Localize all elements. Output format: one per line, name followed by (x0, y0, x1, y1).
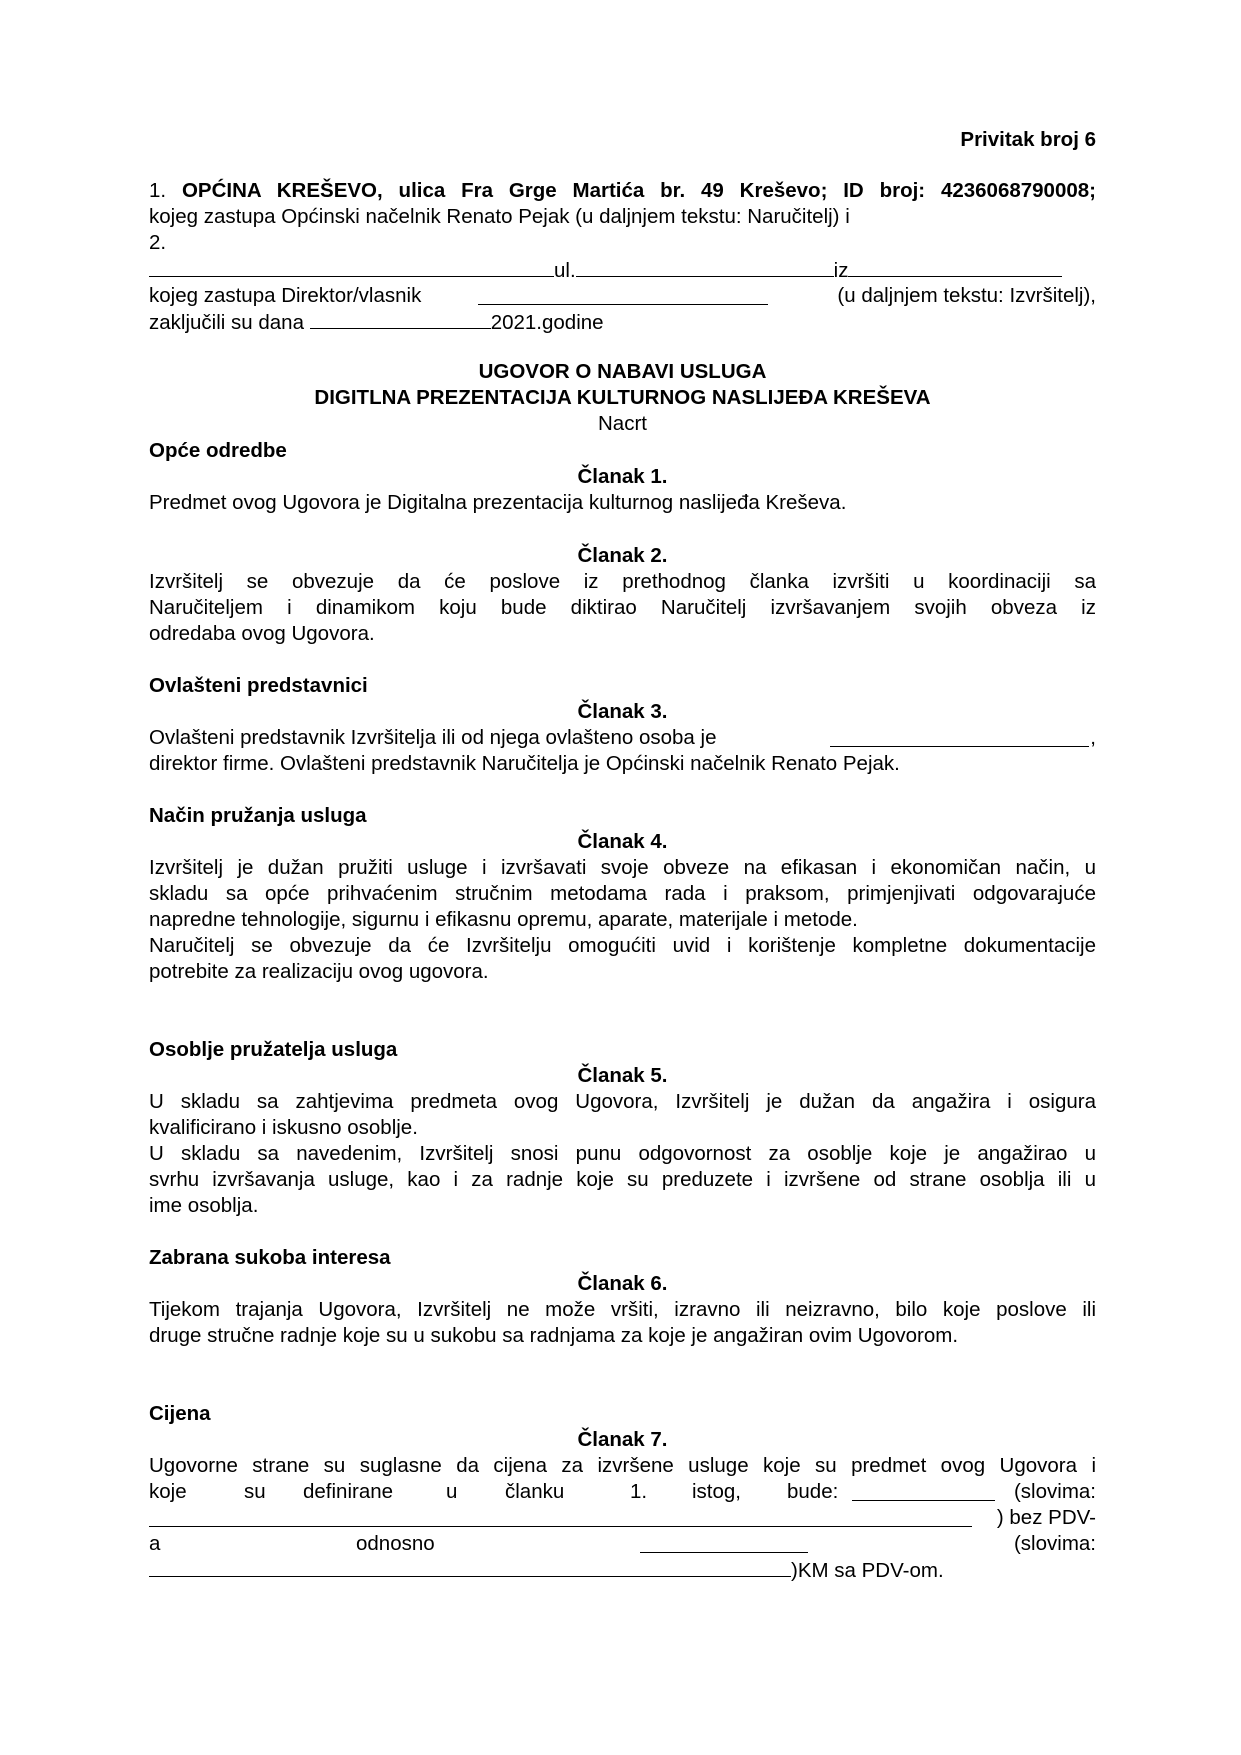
section-heading-service-manner: Način pružanja usluga (149, 804, 367, 827)
contract-title: UGOVOR O NABAVI USLUGA (478, 360, 767, 383)
article-4-line-1: Izvršitelj je dužan pružiti usluge i izvršavati svoje obveze na efikasan i ekonomičan način, u (149, 856, 1096, 879)
representative-blank[interactable] (830, 727, 1089, 747)
article-7-line-1: Ugovorne strane su suglasne da cijena za izvršene usluge koje su predmet ovog Ugovora i (149, 1454, 1096, 1477)
article-4-line-3: napredne tehnologije, sigurnu i efikasnu opremu, aparate, materijale i metode. (149, 908, 858, 931)
article-2-heading: Članak 2. (577, 544, 668, 567)
article-2-line-1: Izvršitelj se obvezuje da će poslove iz prethodnog članka izvršiti u koordinaciji sa (149, 570, 1096, 593)
section-heading-price: Cijena (149, 1402, 211, 1425)
party1-number: 1. (149, 179, 167, 202)
party2-represented-tail: (u daljnjem tekstu: Izvršitelj), (837, 284, 1096, 307)
section-heading-personnel: Osoblje pružatelja usluga (149, 1038, 398, 1061)
article-5-heading: Članak 5. (577, 1064, 668, 1087)
article-1-heading: Članak 1. (577, 465, 668, 488)
party2-city-blank[interactable] (848, 257, 1062, 277)
party1-line (149, 178, 1096, 204)
article-6-heading: Članak 6. (577, 1272, 668, 1295)
article-5-line-4: svrhu izvršavanja usluge, kao i za radnje koje su preduzete i izvršene od strane osoblja ili u (149, 1168, 1096, 1191)
concluded-year: 2021.godine (490, 311, 604, 334)
party2-iz-label: iz (833, 259, 849, 282)
party2-director-blank[interactable] (478, 285, 768, 305)
party1-address: , ulica Fra Grge Martića br. 49 Kreševo; ID broj: 4236068790008; (377, 179, 1096, 202)
draft-label: Nacrt (598, 412, 647, 435)
article-3-line-1-text: Ovlašteni predstavnik Izvršitelja ili od njega ovlašteno osoba je (149, 726, 717, 749)
word: bude: (787, 1480, 839, 1503)
price-blank[interactable] (852, 1481, 995, 1501)
party2-concluded-line (149, 309, 1096, 336)
section-heading-general: Opće odredbe (149, 439, 287, 462)
article-5-line-5: ime osoblja. (149, 1194, 259, 1217)
concluded-lead: zaključili su dana (149, 311, 304, 334)
word: 1. (630, 1480, 648, 1503)
party1-name: OPĆINA KREŠEVO (181, 179, 378, 202)
section-heading-conflict: Zabrana sukoba interesa (149, 1246, 391, 1269)
article-3-line-1 (149, 725, 1096, 751)
word: koje (149, 1480, 187, 1503)
word: definirane (303, 1480, 394, 1503)
party2-name-blank[interactable] (149, 257, 554, 277)
article-2-line-3: odredaba ovog Ugovora. (149, 622, 375, 645)
word: u (446, 1480, 458, 1503)
word: odnosno (356, 1532, 435, 1555)
article-1-text: Predmet ovog Ugovora je Digitalna prezentacija kulturnog naslijeđa Kreševa. (149, 491, 847, 514)
party2-represented-line (149, 283, 1096, 309)
article-4-heading: Članak 4. (577, 830, 668, 853)
article-3-line-2: direktor firme. Ovlašteni predstavnik Naručitelja je Općinski načelnik Renato Pejak. (149, 752, 900, 775)
party2-represented-lead: kojeg zastupa Direktor/vlasnik (149, 284, 422, 307)
party2-ul-label: ul. (554, 259, 576, 282)
word: a (149, 1532, 161, 1555)
word: su (244, 1480, 266, 1503)
with-vat-label: )KM sa PDV-om. (791, 1559, 944, 1582)
slovima-label-2: (slovima: (1013, 1532, 1096, 1555)
article-4-line-4: Naručitelj se obvezuje da će Izvršitelju omogućiti uvid i korištenje kompletne dokumentacije (149, 934, 1096, 957)
section-heading-representatives: Ovlašteni predstavnici (149, 674, 368, 697)
price-words-blank[interactable] (149, 1507, 972, 1527)
article-6-line-2: druge stručne radnje koje su u sukobu sa radnjama za koje je angažiran ovim Ugovorom. (149, 1324, 959, 1347)
attachment-label: Privitak broj 6 (960, 128, 1096, 151)
article-2-line-2: Naručiteljem i dinamikom koju bude diktirao Naručitelj izvršavanjem svojih obveza iz (149, 596, 1096, 619)
article-3-heading: Članak 3. (577, 700, 668, 723)
without-vat-label: ) bez PDV- (996, 1506, 1096, 1529)
article-5-line-3: U skladu sa navedenim, Izvršitelj snosi punu odgovornost za osoblje koje je angažirao u (149, 1142, 1096, 1165)
article-7-heading: Članak 7. (577, 1428, 668, 1451)
word: članku (505, 1480, 565, 1503)
article-7-line-5 (149, 1557, 1096, 1584)
party2-street-blank[interactable] (576, 257, 834, 277)
article-6-line-1: Tijekom trajanja Ugovora, Izvršitelj ne može vršiti, izravno ili neizravno, bilo koje poslove ili (149, 1298, 1096, 1321)
party2-address-line (149, 257, 1096, 284)
party1-represented: kojeg zastupa Općinski načelnik Renato Pejak (u daljnjem tekstu: Naručitelj) i (149, 205, 850, 228)
contract-subtitle: DIGITLNA PREZENTACIJA KULTURNOG NASLIJEĐA KREŠEVA (314, 386, 931, 409)
party2-number: 2. (149, 231, 167, 254)
word: istog, (692, 1480, 741, 1503)
date-blank[interactable] (310, 309, 491, 329)
article-3-line-1-end: , (1090, 726, 1096, 749)
price-with-vat-words-blank[interactable] (149, 1557, 791, 1577)
article-5-line-2: kvalificirano i iskusno osoblje. (149, 1116, 418, 1139)
price-with-vat-blank[interactable] (640, 1533, 808, 1553)
article-4-line-5: potrebite za realizaciju ovog ugovora. (149, 960, 489, 983)
slovima-label: (slovima: (1013, 1480, 1096, 1503)
article-4-line-2: skladu sa opće prihvaćenim stručnim metodama rada i praksom, primjenjivati odgovarajuće (149, 882, 1096, 905)
article-5-line-1: U skladu sa zahtjevima predmeta ovog Ugovora, Izvršitelj je dužan da angažira i osigura (149, 1090, 1096, 1113)
